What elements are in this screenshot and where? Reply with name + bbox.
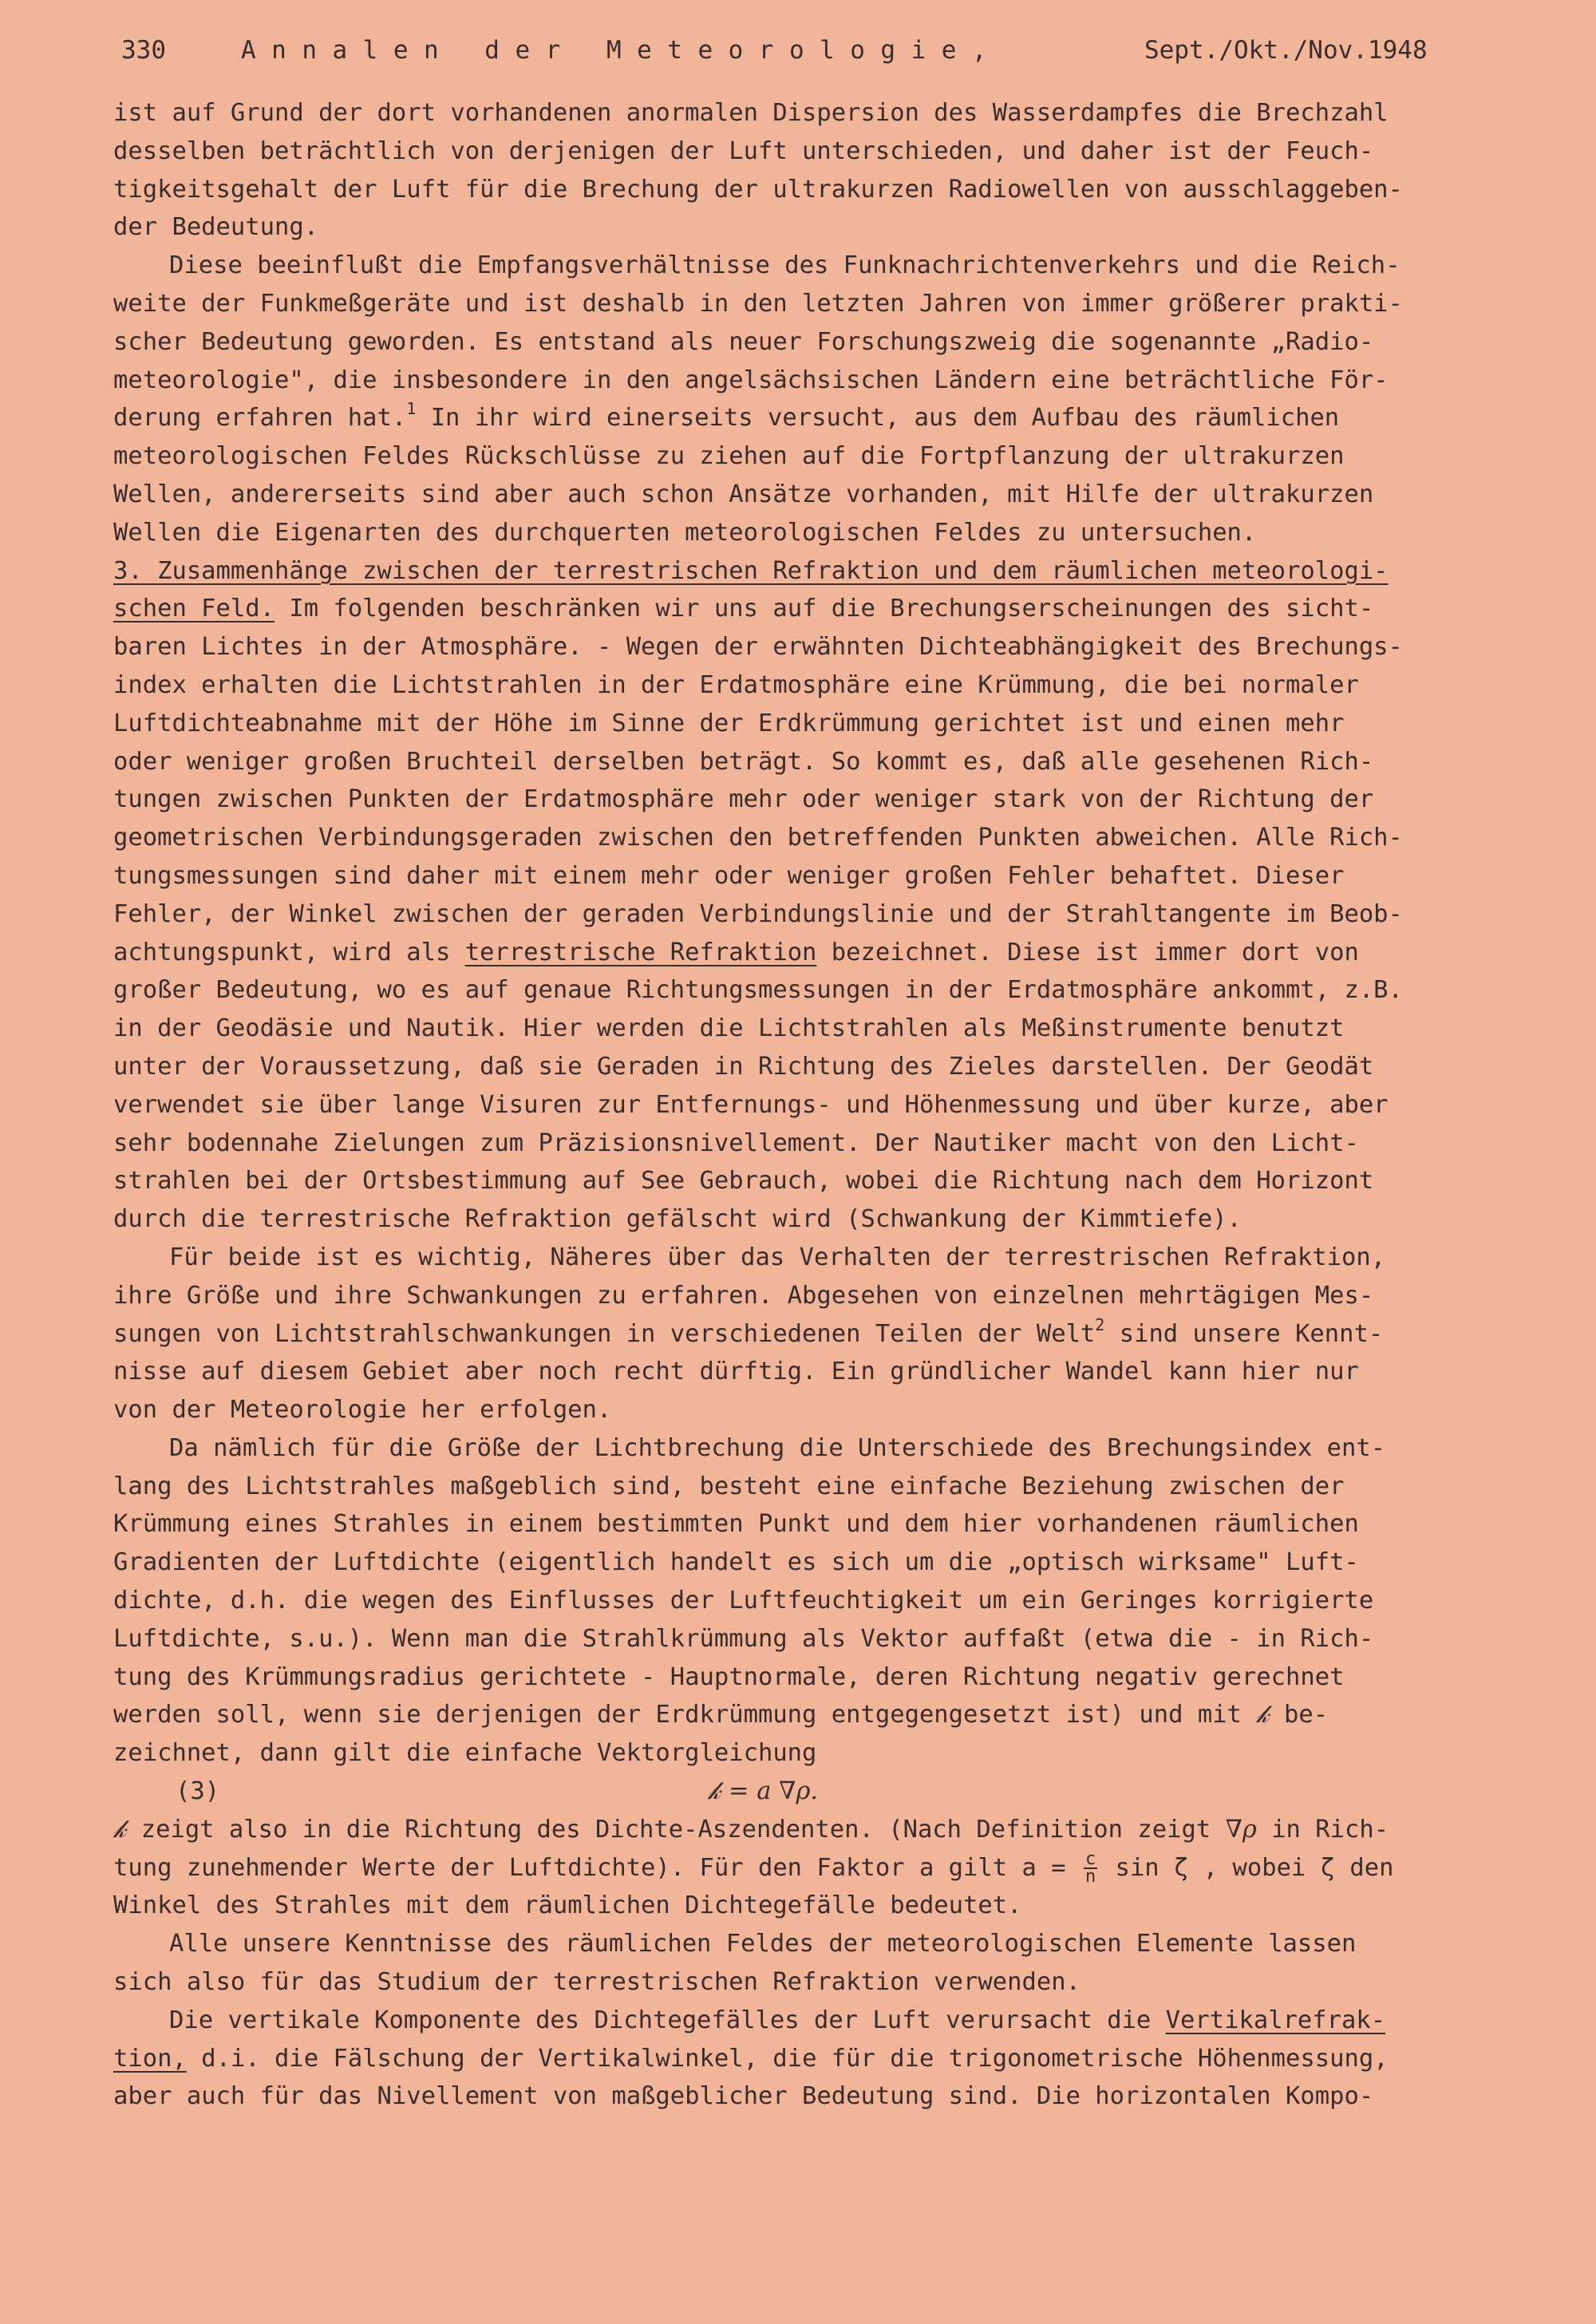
text-line: unter der Voraussetzung, daß sie Geraden in Richtung des Zieles darstellen. Der Geodät (113, 1052, 1374, 1081)
density-gradient-symbol: ∇ρ (1225, 1815, 1257, 1844)
text-line: ihre Größe und ihre Schwankungen zu erfahren. Abgesehen von einzelnen mehrtägigen Mes- (113, 1281, 1374, 1310)
text-line: von der Meteorologie her erfolgen. (113, 1396, 612, 1425)
text-line: meteorologie", die insbesondere in den angelsächsischen Ländern eine beträchtliche För- (113, 366, 1389, 394)
text-line: baren Lichtes in der Atmosphäre. - Wegen der erwähnten Dichteabhängigkeit des Brechungs- (113, 633, 1403, 662)
text-span: be- (1284, 1701, 1329, 1729)
curvature-symbol: 𝓀 (113, 1815, 127, 1844)
text-line (113, 1696, 1502, 1734)
equation-line (113, 1773, 1502, 1811)
text-line: dichte, d.h. die wegen des Einflusses der Luftfeuchtigkeit um ein Geringes korrigierte (113, 1587, 1374, 1615)
emphasized-term: tion, (113, 2044, 187, 2073)
section-heading: 3. Zusammenhänge zwischen der terrestrischen Refraktion und dem räumlichen meteorologi- (113, 556, 1389, 585)
equation-number: (3) (176, 1777, 220, 1806)
text-line: tigkeitsgehalt der Luft für die Brechung der ultrakurzen Radiowellen von ausschlaggeben- (113, 175, 1403, 204)
text-line: geometrischen Verbindungsgeraden zwischen den betreffenden Punkten abweichen. Alle Rich- (113, 824, 1403, 852)
text-line: nisse auf diesem Gebiet aber noch recht dürftig. Ein gründlicher Wandel kann hier nur (113, 1358, 1359, 1386)
text-line: index erhalten die Lichtstrahlen in der Erdatmosphäre eine Krümmung, die bei normaler (113, 670, 1359, 699)
emphasized-term: terrestrische Refraktion (464, 938, 817, 966)
text-line: Krümmung eines Strahles in einem bestimmten Punkt und dem hier vorhandenen räumlichen (113, 1510, 1359, 1539)
text-line (113, 1849, 1502, 1887)
body-text (113, 94, 1502, 2116)
fraction-denominator: n (1084, 1867, 1096, 1887)
text-span: d.i. die Fälschung der Vertikalwinkel, die für die trigonometrische Höhenmessung, (201, 2044, 1389, 2073)
text-line: Da nämlich für die Größe der Lichtbrechung die Unterschiede des Brechungsindex ent- (169, 1433, 1386, 1462)
text-line: Gradienten der Luftdichte (eigentlich handelt es sich um die „optisch wirksame" Luft- (113, 1548, 1359, 1577)
text-line: strahlen bei der Ortsbestimmung auf See Gebrauch, wobei die Richtung nach dem Horizont (113, 1167, 1374, 1196)
text-line: sich also für das Studium der terrestrischen Refraktion verwenden. (113, 1968, 1080, 1997)
issue-date: Sept./Okt./Nov.1948 (1144, 36, 1428, 65)
text-line: desselben beträchtlich von derjenigen der Luft unterschieden, und daher ist der Feuch- (113, 136, 1374, 165)
text-line: scher Bedeutung geworden. Es entstand als neuer Forschungszweig die sogenannte „Radio- (113, 327, 1374, 356)
text-line: tungsmessungen sind daher mit einem mehr oder weniger großen Fehler behaftet. Dieser (113, 861, 1345, 890)
text-line: ist auf Grund der dort vorhandenen anormalen Dispersion des Wasserdampfes die Brechzahl (113, 99, 1389, 127)
section-heading-end: schen Feld. (113, 595, 275, 623)
text-span: Im folgenden beschränken wir uns auf die Brechungserscheinungen des sicht- (289, 595, 1374, 623)
text-line: Fehler, der Winkel zwischen der geraden Verbindungslinie und der Strahltangente im Beob- (113, 899, 1403, 928)
text-line: zeichnet, dann gilt die einfache Vektorgleichung (113, 1739, 817, 1768)
text-line (113, 399, 1502, 437)
text-line: lang des Lichtstrahles maßgeblich sind, besteht eine einfache Beziehung zwischen der (113, 1472, 1345, 1500)
text-line: Luftdichteabnahme mit der Höhe im Sinne der Erdkrümmung gerichtet ist und einen mehr (113, 709, 1345, 737)
text-line (113, 1811, 1502, 1849)
text-line: meteorologischen Feldes Rückschlüsse zu ziehen auf die Fortpflanzung der ultrakurzen (113, 442, 1345, 471)
text-line: Winkel des Strahles mit dem räumlichen Dichtegefälle bedeutet. (113, 1891, 1022, 1920)
curvature-symbol: 𝓀 (1256, 1701, 1270, 1729)
text-line: tung des Krümmungsradius gerichtete - Hauptnormale, deren Richtung negativ gerechnet (113, 1662, 1345, 1691)
text-line: Diese beeinflußt die Empfangsverhältnisse des Funknachrichtenverkehrs und die Reich- (169, 251, 1400, 280)
text-span: sind unsere Kennt- (1119, 1319, 1384, 1348)
emphasized-term: Vertikalrefrak- (1165, 2006, 1386, 2034)
text-line: sehr bodennahe Zielungen zum Präzisionsnivellement. Der Nautiker macht von den Licht- (113, 1128, 1359, 1157)
text-line: Für beide ist es wichtig, Näheres über das Verhalten der terrestrischen Refraktion, (169, 1243, 1386, 1271)
text-span: in Rich- (1271, 1815, 1389, 1844)
text-line: aber auch für das Nivellement von maßgeblicher Bedeutung sind. Die horizontalen Kompo- (113, 2082, 1374, 2111)
text-span: Die vertikale Komponente des Dichtegefälles der Luft verursacht die (169, 2006, 1152, 2034)
text-span: bezeichnet. Diese ist immer dort von (831, 938, 1359, 966)
text-line: oder weniger großen Bruchteil derselben beträgt. So kommt es, daß alle gesehenen Rich- (113, 747, 1374, 776)
running-header (121, 34, 1494, 67)
footnote-mark: 2 (1095, 1314, 1105, 1334)
text-line: Wellen die Eigenarten des durchquerten meteorologischen Feldes zu untersuchen. (113, 518, 1257, 547)
page-number: 330 (121, 36, 166, 65)
text-span: achtungspunkt, wird als (113, 938, 451, 966)
text-span: derung erfahren hat. (113, 404, 407, 433)
text-line (113, 1315, 1502, 1354)
fraction (1084, 1849, 1097, 1887)
text-span: werden soll, wenn sie derjenigen der Erdkrümmung entgegengesetzt ist) und mit (113, 1701, 1242, 1729)
text-line: verwendet sie über lange Visuren zur Entfernungs- und Höhenmessung und über kurze, aber (113, 1090, 1389, 1119)
text-line: weite der Funkmeßgeräte und ist deshalb in den letzten Jahren von immer größerer prakti- (113, 289, 1403, 318)
text-span: sin ζ , wobei ζ den (1115, 1853, 1394, 1882)
text-span: tung zunehmender Werte der Luftdichte). Für den Faktor a gilt a = (113, 1853, 1066, 1882)
text-line (113, 2002, 1502, 2040)
text-line: Luftdichte, s.u.). Wenn man die Strahlkrümmung als Vektor auffaßt (etwa die - in Rich- (113, 1624, 1374, 1653)
text-line (113, 590, 1502, 628)
text-line: der Bedeutung. (113, 213, 319, 242)
equation: 𝓀 = a ∇ρ. (708, 1777, 819, 1806)
text-line (113, 2040, 1502, 2078)
text-line: Alle unsere Kenntnisse des räumlichen Feldes der meteorologischen Elemente lassen (169, 1930, 1357, 1958)
text-line (113, 934, 1502, 972)
section-heading-line (113, 552, 1502, 591)
text-span: zeigt also in die Richtung des Dichte-Aszendenten. (Nach Definition zeigt (140, 1815, 1211, 1844)
text-line: durch die terrestrische Refraktion gefälscht wird (Schwankung der Kimmtiefe). (113, 1205, 1242, 1234)
text-span: sungen von Lichtstrahlschwankungen in verschiedenen Teilen der Welt (113, 1319, 1096, 1348)
footnote-mark: 1 (406, 399, 417, 419)
text-line: großer Bedeutung, wo es auf genaue Richtungsmessungen in der Erdatmosphäre ankommt, z.B. (113, 976, 1403, 1005)
journal-title: Annalen der Meteorologie, (241, 36, 1003, 65)
text-line: in der Geodäsie und Nautik. Hier werden die Lichtstrahlen als Meßinstrumente benutzt (113, 1014, 1345, 1043)
fraction-numerator: c (1084, 1849, 1096, 1870)
text-line: Wellen, andererseits sind aber auch schon Ansätze vorhanden, mit Hilfe der ultrakurzen (113, 480, 1374, 508)
text-line: tungen zwischen Punkten der Erdatmosphäre mehr oder weniger stark von der Richtung der (113, 785, 1374, 814)
text-span: In ihr wird einerseits versucht, aus dem Aufbau des räumlichen (430, 404, 1340, 433)
